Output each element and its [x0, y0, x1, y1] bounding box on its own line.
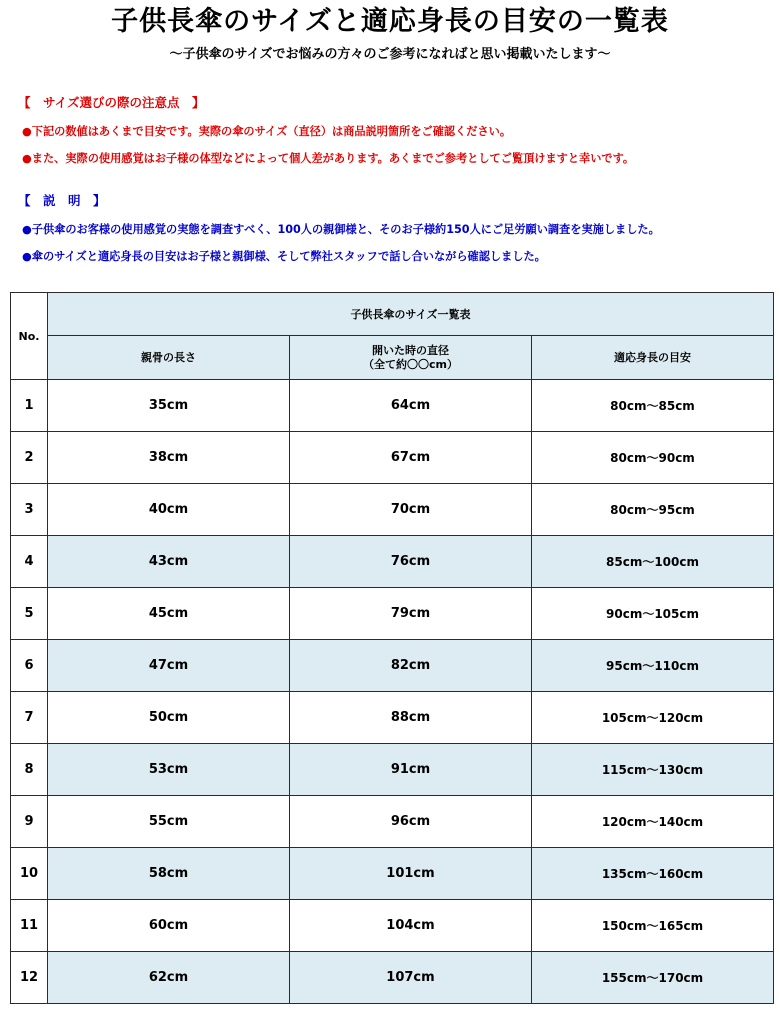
height-range-cell: 95cm～110cm	[532, 640, 774, 692]
height-range-cell: 155cm～170cm	[532, 952, 774, 1004]
page-title: 子供長傘のサイズと適応身長の目安の一覧表	[111, 6, 669, 37]
table-row	[11, 536, 774, 588]
points-note-2: ●また、実際の使用感覚はお子様の体型などによって個人差があります。あくまでご参考としてご覧頂けますと幸いです。	[22, 152, 635, 165]
rib-length-cell: 40cm	[48, 484, 290, 536]
height-range-header: 適応身長の目安	[532, 336, 774, 380]
diameter-header	[290, 336, 532, 380]
height-range-cell: 90cm～105cm	[532, 588, 774, 640]
height-range-cell: 120cm～140cm	[532, 796, 774, 848]
diameter-cell: 64cm	[290, 380, 532, 432]
rib-length-cell: 58cm	[48, 848, 290, 900]
row-number: 4	[11, 536, 48, 588]
rib-length-cell: 55cm	[48, 796, 290, 848]
diameter-cell: 104cm	[290, 900, 532, 952]
table-row	[11, 744, 774, 796]
diameter-cell: 79cm	[290, 588, 532, 640]
row-number: 5	[11, 588, 48, 640]
height-range-cell: 115cm～130cm	[532, 744, 774, 796]
table-row	[11, 952, 774, 1004]
row-number: 3	[11, 484, 48, 536]
row-number: 12	[11, 952, 48, 1004]
table-row	[11, 484, 774, 536]
diameter-header-line2: （全て約〇〇cm）	[363, 357, 458, 371]
height-range-cell: 80cm～95cm	[532, 484, 774, 536]
diameter-cell: 96cm	[290, 796, 532, 848]
diameter-cell: 76cm	[290, 536, 532, 588]
row-number: 8	[11, 744, 48, 796]
size-table	[10, 292, 774, 1004]
row-number: 2	[11, 432, 48, 484]
table-group-title: 子供長傘のサイズ一覧表	[48, 293, 774, 336]
row-number: 9	[11, 796, 48, 848]
table-row	[11, 640, 774, 692]
table-row	[11, 900, 774, 952]
table-row	[11, 588, 774, 640]
table-row	[11, 692, 774, 744]
rib-length-header: 親骨の長さ	[48, 336, 290, 380]
table-row	[11, 380, 774, 432]
rib-length-cell: 45cm	[48, 588, 290, 640]
row-number: 10	[11, 848, 48, 900]
height-range-cell: 85cm～100cm	[532, 536, 774, 588]
table-row	[11, 848, 774, 900]
explanation-note-1: ●子供傘のお客様の使用感覚の実態を調査すべく、100人の親御様と、そのお子様約150人にご足労願い調査を実施しました。	[22, 223, 660, 236]
height-range-cell: 105cm～120cm	[532, 692, 774, 744]
diameter-cell: 88cm	[290, 692, 532, 744]
no-column-header: No.	[11, 293, 48, 380]
page-subtitle: ～子供傘のサイズでお悩みの方々のご参考になればと思い掲載いたします～	[169, 47, 611, 62]
row-number: 7	[11, 692, 48, 744]
rib-length-cell: 47cm	[48, 640, 290, 692]
table-row	[11, 432, 774, 484]
rib-length-cell: 60cm	[48, 900, 290, 952]
diameter-cell: 91cm	[290, 744, 532, 796]
rib-length-cell: 50cm	[48, 692, 290, 744]
diameter-cell: 70cm	[290, 484, 532, 536]
height-range-cell: 150cm～165cm	[532, 900, 774, 952]
rib-length-cell: 38cm	[48, 432, 290, 484]
rib-length-cell: 43cm	[48, 536, 290, 588]
row-number: 11	[11, 900, 48, 952]
rib-length-cell: 53cm	[48, 744, 290, 796]
diameter-cell: 67cm	[290, 432, 532, 484]
points-note-1: ●下記の数値はあくまで目安です。実際の傘のサイズ（直径）は商品説明箇所をご確認ください。	[22, 125, 512, 138]
diameter-cell: 101cm	[290, 848, 532, 900]
explanation-heading: 【 説 明 】	[18, 193, 106, 208]
rib-length-cell: 35cm	[48, 380, 290, 432]
height-range-cell: 80cm～85cm	[532, 380, 774, 432]
height-range-cell: 80cm～90cm	[532, 432, 774, 484]
row-number: 1	[11, 380, 48, 432]
table-row	[11, 796, 774, 848]
points-heading: 【 サイズ選びの際の注意点 】	[18, 95, 205, 110]
diameter-cell: 107cm	[290, 952, 532, 1004]
row-number: 6	[11, 640, 48, 692]
explanation-note-2: ●傘のサイズと適応身長の目安はお子様と親御様、そして弊社スタッフで話し合いながら確認しました。	[22, 250, 546, 263]
diameter-header-line1: 開いた時の直径	[372, 343, 449, 357]
height-range-cell: 135cm～160cm	[532, 848, 774, 900]
rib-length-cell: 62cm	[48, 952, 290, 1004]
diameter-cell: 82cm	[290, 640, 532, 692]
